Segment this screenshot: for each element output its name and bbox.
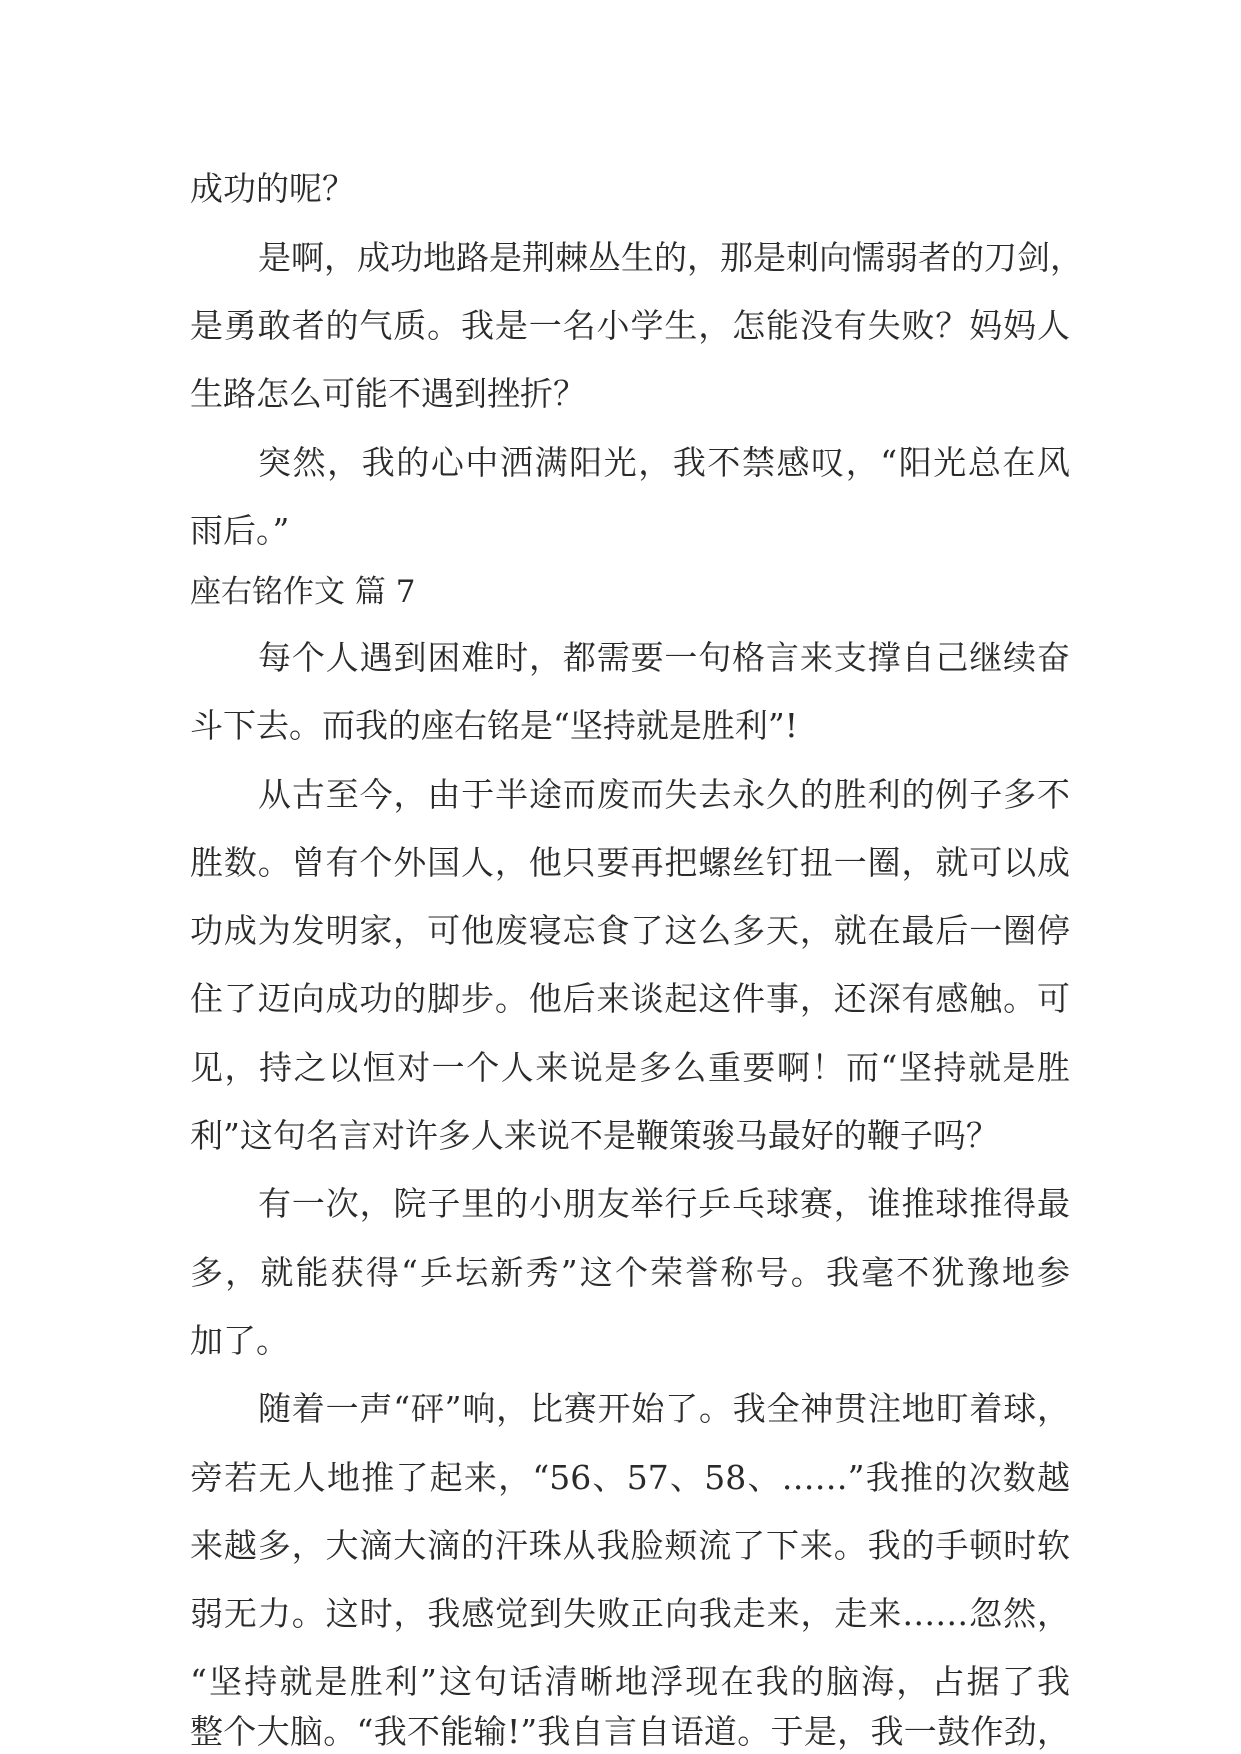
- text-line: 成功的呢？: [190, 169, 355, 208]
- text-line: “坚持就是胜利”这句话清晰地浮现在我的脑海，占据了我: [190, 1662, 1070, 1701]
- text-line: 胜数。曾有个外国人，他只要再把螺丝钉扭一圈，就可以成: [190, 843, 1070, 882]
- text-line: 是啊，成功地路是荆棘丛生的，那是刺向懦弱者的刀剑，: [258, 238, 1083, 277]
- text-line: 整个大脑。“我不能输!”我自言自语道。于是，我一鼓作劲，: [190, 1712, 1070, 1751]
- text-line: 随着一声“砰”响，比赛开始了。我全神贯注地盯着球，: [258, 1389, 1070, 1428]
- text-line: 每个人遇到困难时，都需要一句格言来支撑自己继续奋: [258, 638, 1070, 677]
- section-heading: 座右铭作文 篇 7: [190, 574, 416, 610]
- text-line: 来越多，大滴大滴的汗珠从我脸颊流了下来。我的手顿时软: [190, 1526, 1070, 1565]
- text-line: 住了迈向成功的脚步。他后来谈起这件事，还深有感触。可: [190, 979, 1070, 1018]
- text-line: 从古至今，由于半途而废而失去永久的胜利的例子多不: [258, 775, 1070, 814]
- text-line: 见，持之以恒对一个人来说是多么重要啊！而“坚持就是胜: [190, 1048, 1070, 1087]
- text-line: 有一次，院子里的小朋友举行乒乓球赛，谁推球推得最: [258, 1184, 1070, 1223]
- text-line: 弱无力。这时，我感觉到失败正向我走来，走来……忽然，: [190, 1594, 1070, 1633]
- text-line: 加了。: [190, 1321, 289, 1360]
- text-line: 旁若无人地推了起来，“56、57、58、……”我推的次数越: [190, 1458, 1070, 1497]
- text-line: 多，就能获得“乒坛新秀”这个荣誉称号。我毫不犹豫地参: [190, 1253, 1070, 1292]
- text-line: 是勇敢者的气质。我是一名小学生，怎能没有失败？妈妈人: [190, 306, 1070, 345]
- text-line: 功成为发明家，可他废寝忘食了这么多天，就在最后一圈停: [190, 911, 1070, 950]
- text-line: 突然，我的心中洒满阳光，我不禁感叹，“阳光总在风: [258, 443, 1070, 482]
- text-line: 生路怎么可能不遇到挫折？: [190, 374, 586, 413]
- text-line: 利”这句名言对许多人来说不是鞭策骏马最好的鞭子吗？: [190, 1116, 999, 1155]
- text-line: 斗下去。而我的座右铭是“坚持就是胜利”!: [190, 706, 799, 745]
- text-line: 雨后。”: [190, 511, 290, 550]
